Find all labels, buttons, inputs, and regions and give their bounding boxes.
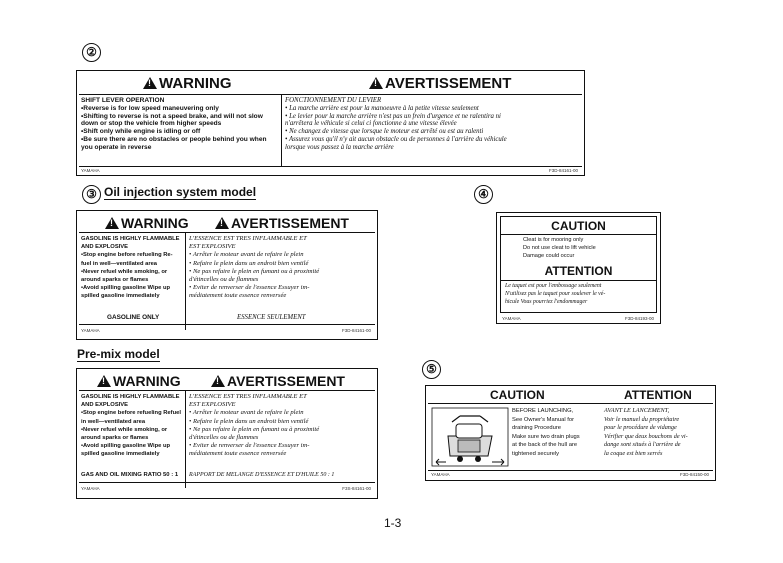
french-text: FONCTIONNEMENT DU LEVIER • La marche arrière est pour la manoeuvre à la petite vitesse seulement • Le levier pour la marche arrière n'est pas un frein d'urgence et ne ralentira ni n'arrêtera le véhicule si celui ci fonctionne à une vitesse élevée • Ne changez de vitesse que lorsque le moteur est arrêté ou est au ralenti • Assurez vous qu'il n'y ait aucun obstacle ou de personnes à l'arrière du véhicule lorsque vous passez à la marche arrière [285, 97, 507, 151]
section-title-premix: Pre-mix model [77, 347, 160, 361]
page-number: 1-3 [384, 516, 402, 530]
shift-lever-warning-label [76, 70, 585, 176]
attention-heading: ATTENTION [624, 388, 692, 402]
avertissement-heading: ! AVERTISSEMENT [369, 75, 511, 92]
part-number: F3S-84161-00 [342, 486, 371, 491]
premix-warning-label [76, 368, 378, 499]
french-text: AVANT LE LANCEMENT, Voir le manuel du propriétaire pour le procédure de vidange Vérifier que deux bouchons de vi- dange sont situés à l'arrière de la coque est bien serrés [604, 407, 688, 457]
french-footer: RAPPORT DE MELANGE D'ESSENCE ET D'HUILE 50 : 1 [189, 472, 335, 478]
english-text: BEFORE LAUNCHING, See Owner's Manual for draining Procedure Make sure two drain plugs at the back of the hull are tightened securely [512, 408, 580, 457]
avertissement-heading: ! AVERTISSEMENT [211, 373, 345, 389]
french-text: L'ESSENCE EST TRES INFLAMMABLE ET EST EXPLOSIVE • Arrêter le moteur avant de refaire le plein • Refaire le plein dans un endroit bien ventilé • Ne pas refaire le plein en fumant ou à proximité d'étincelles ou de flammes • Eviter de renverser de l'essence Essuyer im- médiatement toute essence renversée [189, 235, 320, 300]
part-number: F3D-84161-00 [341, 328, 371, 333]
brand-mark: YAMAHA [431, 472, 450, 477]
cleat-caution-label [496, 212, 661, 324]
english-footer: GAS AND OIL MIXING RATIO 50 : 1 [81, 472, 179, 478]
english-text: Cleat is for mooring only Do not use cleat to lift vehicle Damage could occur [523, 237, 596, 259]
avertissement-heading: ! AVERTISSEMENT [215, 215, 349, 231]
brand-mark: YAMAHA [81, 486, 100, 491]
warning-triangle-icon [369, 77, 383, 89]
part-number: F3D-84150-00 [679, 472, 709, 477]
warning-heading: !WARNING [97, 373, 181, 389]
french-text: Le taquet est pour l'embossage seulement N'utilisez pas le taquet pour soulever le vé- hicule Vous pourriez l'endommager [505, 283, 606, 305]
oil-injection-warning-label [76, 210, 378, 340]
label-number-2: ② [82, 43, 101, 62]
english-text: SHIFT LEVER OPERATION •Reverse is for low speed maneuvering only •Shifting to reverse is not a speed brake, and will not slow down or stop the vehicle from higher speeds •Shift only while engine is idling or off •Be sure there are no obstacles or people behind you when you operate in reverse [81, 97, 267, 151]
caution-heading: CAUTION [490, 388, 545, 402]
warning-triangle-icon [211, 375, 225, 387]
french-text: L'ESSENCE EST TRES INFLAMMABLE ET EST EXPLOSIVE • Arrêter le moteur avant de refaire le plein • Refaire le plein dans un endroit bien ventilé • Ne pas refaire le plein en fumant ou à proximité d'étincelles ou de flammes • Eviter de renverser de l'essence Essuyer im- médiatement toute essence renversée [189, 393, 320, 458]
warning-triangle-icon [97, 375, 111, 387]
part-number: F3D-84193-00 [624, 316, 654, 321]
caution-heading: CAUTION [551, 219, 606, 233]
english-footer: GASOLINE ONLY [107, 314, 160, 321]
french-footer: ESSENCE SEULEMENT [237, 314, 306, 321]
brand-mark: YAMAHA [502, 316, 521, 321]
label-number-4: ④ [474, 185, 493, 204]
warning-triangle-icon [143, 77, 157, 89]
brand-mark: YAMAHA [81, 168, 100, 173]
brand-mark: YAMAHA [81, 328, 100, 333]
warning-triangle-icon [215, 217, 229, 229]
warning-heading: !WARNING [143, 75, 232, 92]
drain-plug-caution-label [425, 385, 716, 481]
warning-heading: !WARNING [105, 215, 189, 231]
section-title-oil-injection: Oil injection system model [104, 185, 257, 199]
part-number: F3D-84161-00 [548, 168, 578, 173]
label-number-5: ⑤ [422, 360, 441, 379]
warning-triangle-icon [105, 217, 119, 229]
watercraft-drain-plug-illustration [430, 406, 510, 468]
label-number-3: ③ [82, 185, 101, 204]
attention-heading: ATTENTION [544, 264, 613, 278]
english-text: GASOLINE IS HIGHLY FLAMMABLE AND EXPLOSIVE •Stop engine before refueling Refuel in well—ventilated area •Never refuel while smoking, or around sparks or flames •Avoid spilling gasoline Wipe up spilled gasoline immediately [81, 394, 181, 458]
english-text: GASOLINE IS HIGHLY FLAMMABLE AND EXPLOSIVE •Stop engine before refueling Re- fuel in well—ventilated area •Never refuel while smoking, or around sparks or flames •Avoid spilling gasoline Wipe up spilled gasoline immediately [81, 236, 180, 300]
